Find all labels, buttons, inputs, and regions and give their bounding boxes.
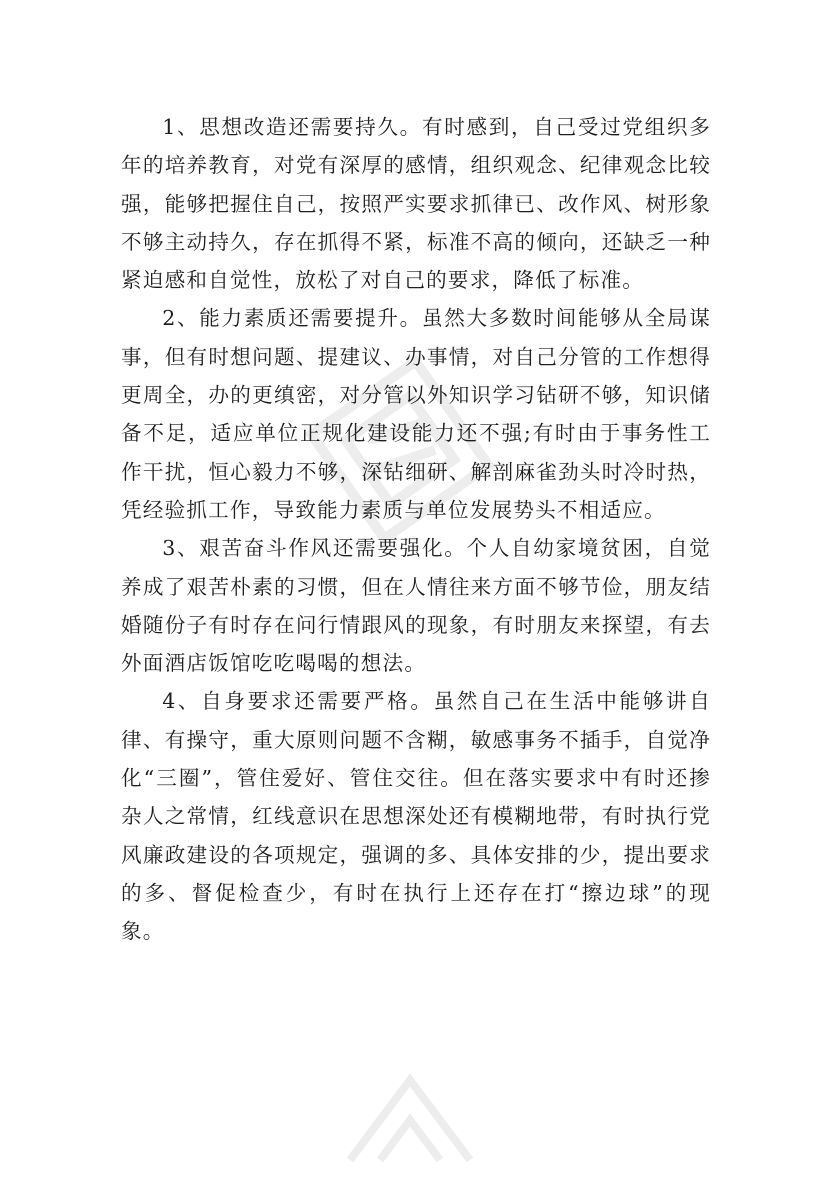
watermark-logo-bottom	[330, 1040, 490, 1180]
paragraph-3: 3、艰苦奋斗作风还需要强化。个人自幼家境贫困，自觉养成了艰苦朴素的习惯，但在人情往来方面不够节俭，朋友结婚随份子有时存在问行情跟风的现象，有时朋友来探望，有去外面酒店饭馆吃吃喝喝的想法。	[121, 536, 711, 676]
paragraph-4: 4、自身要求还需要严格。虽然自己在生活中能够讲自律、有操守，重大原则问题不含糊，敏感事务不插手，自觉净化“三圈”，管住爱好、管住交往。但在落实要求中有时还掺杂人之常情，红线意识在思想深处还有模糊地带，有时执行党风廉政建设的各项规定，强调的多、具体安排的少，提出要求的多、督促检查少，有时在执行上还存在打“擦边球”的现象。	[121, 689, 711, 944]
paragraph-2: 2、能力素质还需要提升。虽然大多数时间能够从全局谋事，但有时想问题、提建议、办事情，对自己分管的工作想得更周全，办的更缜密，对分管以外知识学习钻研不够，知识储备不足，适应单位正规化建设能力还不强;有时由于事务性工作干扰，恒心毅力不够，深钻细研、解剖麻雀劲头时冷时热，凭经验抓工作，导致能力素质与单位发展势头不相适应。	[121, 306, 711, 522]
paragraph-1: 1、思想改造还需要持久。有时感到，自己受过党组织多年的培养教育，对党有深厚的感情，组织观念、纪律观念比较强，能够把握住自己，按照严实要求抓律已、改作风、树形象不够主动持久，存在抓得不紧，标准不高的倾向，还缺乏一种紧迫感和自觉性，放松了对自己的要求，降低了标准。	[121, 115, 711, 293]
document-body	[121, 108, 711, 951]
